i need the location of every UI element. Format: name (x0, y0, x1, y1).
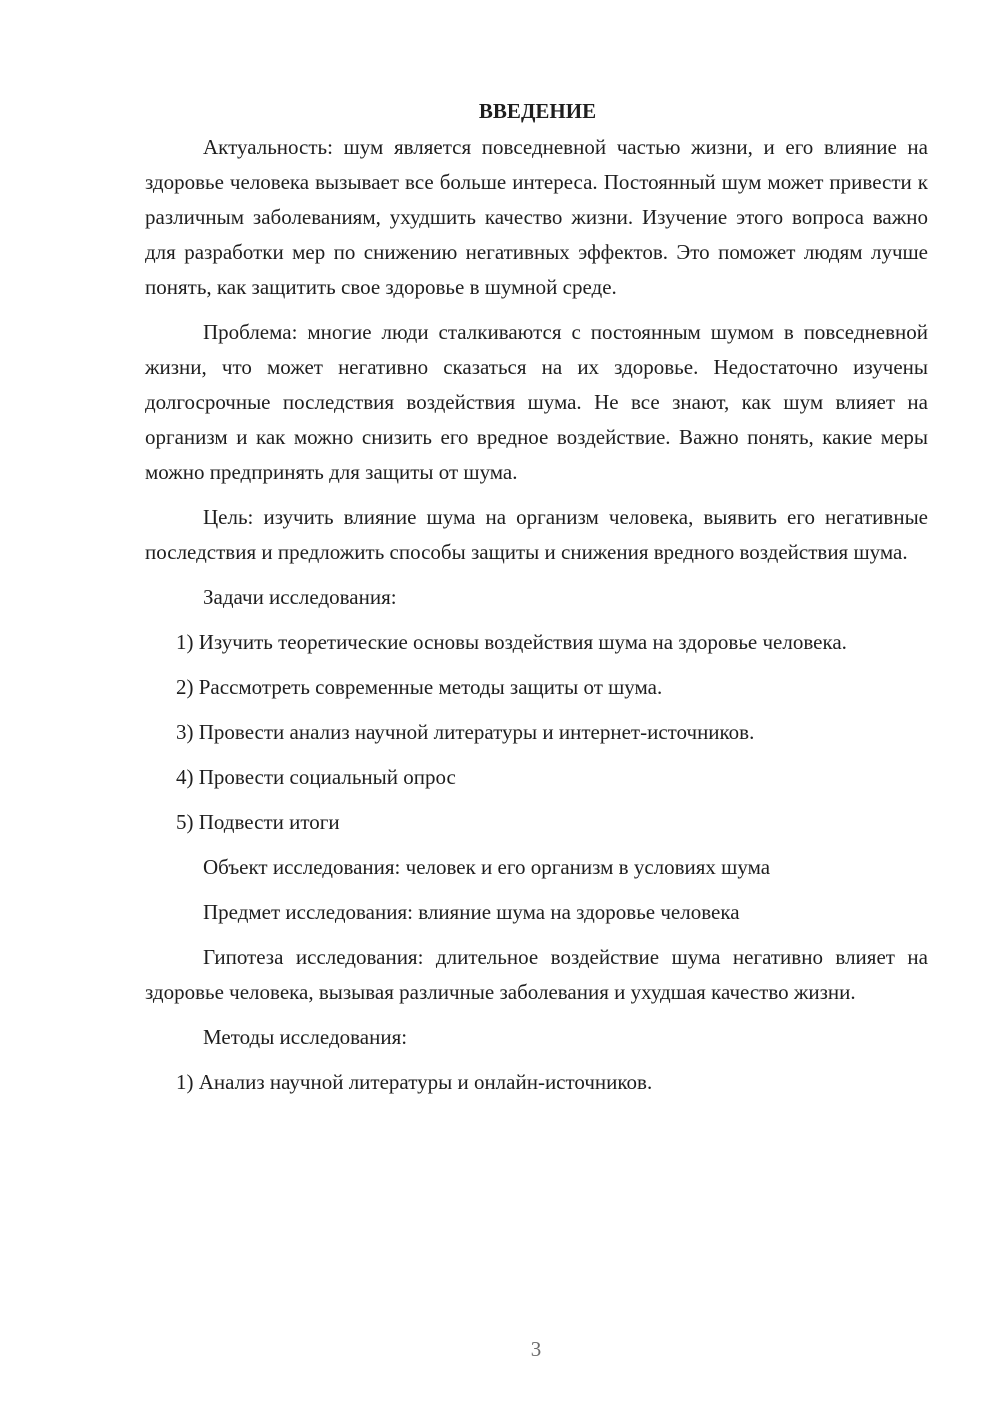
section-title: ВВЕДЕНИЕ (478, 99, 597, 123)
paragraph-hypothesis: Гипотеза исследования: длительное воздействие шума негативно влияет на здоровье человека, вызывая различные заболевания и ухудшая качество жизни. (145, 945, 928, 1004)
paragraph-relevance: Актуальность: шум является повседневной частью жизни, и его влияние на здоровье человека вызывает все больше интереса. Постоянный шум может привести к различным заболеваниям, ухудшить качество жизни. Изучение этого вопроса важно для разработки мер по снижению негативных эффектов. Это поможет людям лучше понять, как защитить свое здоровье в шумной среде. (145, 135, 928, 299)
method-item-1: 1) Анализ научной литературы и онлайн-источников. (176, 1070, 653, 1094)
task-item-3: 3) Провести анализ научной литературы и интернет-источников. (176, 720, 755, 744)
page-content (145, 96, 928, 1110)
task-item-2: 2) Рассмотреть современные методы защиты от шума. (176, 675, 663, 699)
paragraph-subject: Предмет исследования: влияние шума на здоровье человека (203, 900, 740, 924)
methods-heading: Методы исследования: (203, 1025, 408, 1049)
task-item-5: 5) Подвести итоги (176, 810, 340, 834)
task-item-4: 4) Провести социальный опрос (176, 765, 456, 789)
paragraph-goal: Цель: изучить влияние шума на организм человека, выявить его негативные последствия и предложить способы защиты и снижения вредного воздействия шума. (145, 505, 928, 564)
paragraph-problem: Проблема: многие люди сталкиваются с постоянным шумом в повседневной жизни, что может негативно сказаться на их здоровье. Недостаточно изучены долгосрочные последствия воздействия шума. Не все знают, как шум влияет на организм и как можно снизить его вредное воздействие. Важно понять, какие меры можно предпринять для защиты от шума. (145, 320, 928, 484)
paragraph-object: Объект исследования: человек и его организм в условиях шума (203, 855, 771, 879)
tasks-heading: Задачи исследования: (203, 585, 397, 609)
page-number: 3 (530, 1337, 542, 1361)
task-item-1: 1) Изучить теоретические основы воздействия шума на здоровье человека. (176, 630, 847, 654)
